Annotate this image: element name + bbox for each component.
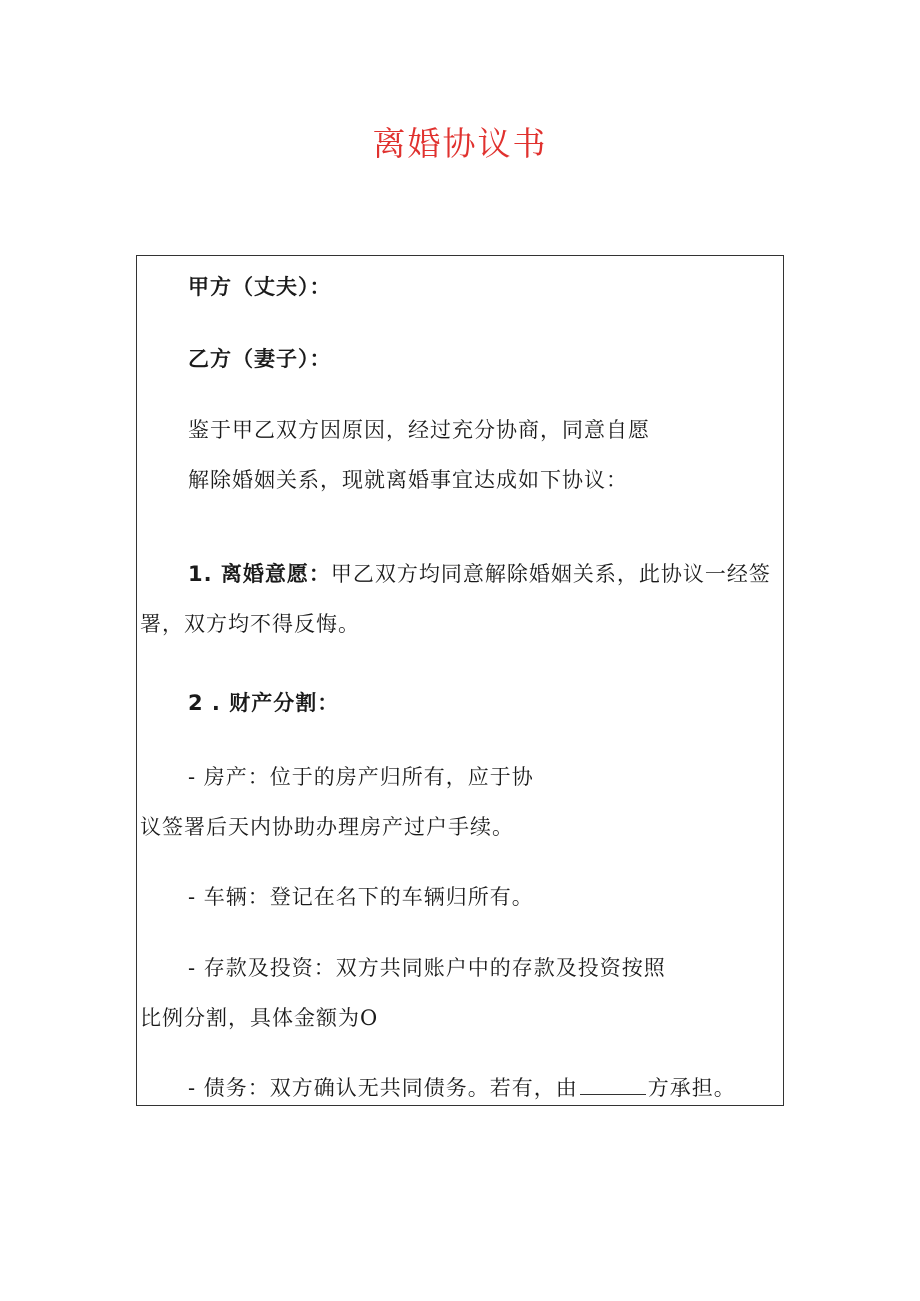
clause-1-text: 甲乙双方均同意解除婚姻关系，此协议一经签 <box>330 562 771 586</box>
debt-party-blank[interactable] <box>580 1074 646 1095</box>
debt-suffix: 方承担。 <box>647 1076 736 1100</box>
debt-line <box>188 1073 736 1103</box>
house-line-2: 议签署后天内协助办理房产过户手续。 <box>140 815 514 839</box>
savings-line-1: - 存款及投资：双方共同账户中的存款及投资按照 <box>188 956 666 980</box>
savings-line-2: 比例分割，具体金额为O <box>140 1006 379 1030</box>
document-title: 离婚协议书 <box>372 124 548 163</box>
clause-1-line-1 <box>188 559 771 589</box>
vehicle-line: - 车辆：登记在名下的车辆归所有。 <box>188 885 534 909</box>
party-b-label: 乙方（妻子）： <box>188 347 332 371</box>
party-a-label: 甲方（丈夫）： <box>188 275 332 299</box>
clause-2-label: 2 . 财产分割： <box>188 691 340 715</box>
preamble-line-1: 鉴于甲乙双方因原因，经过充分协商，同意自愿 <box>188 418 650 442</box>
clause-1-line-2: 署，双方均不得反悔。 <box>140 612 360 636</box>
clause-1-label: 1. 离婚意愿： <box>188 562 331 586</box>
house-line-1: - 房产：位于的房产归所有，应于协 <box>188 765 534 789</box>
preamble-line-2: 解除婚姻关系，现就离婚事宜达成如下协议： <box>188 468 628 492</box>
debt-prefix: - 债务：双方确认无共同债务。若有，由 <box>188 1076 578 1100</box>
